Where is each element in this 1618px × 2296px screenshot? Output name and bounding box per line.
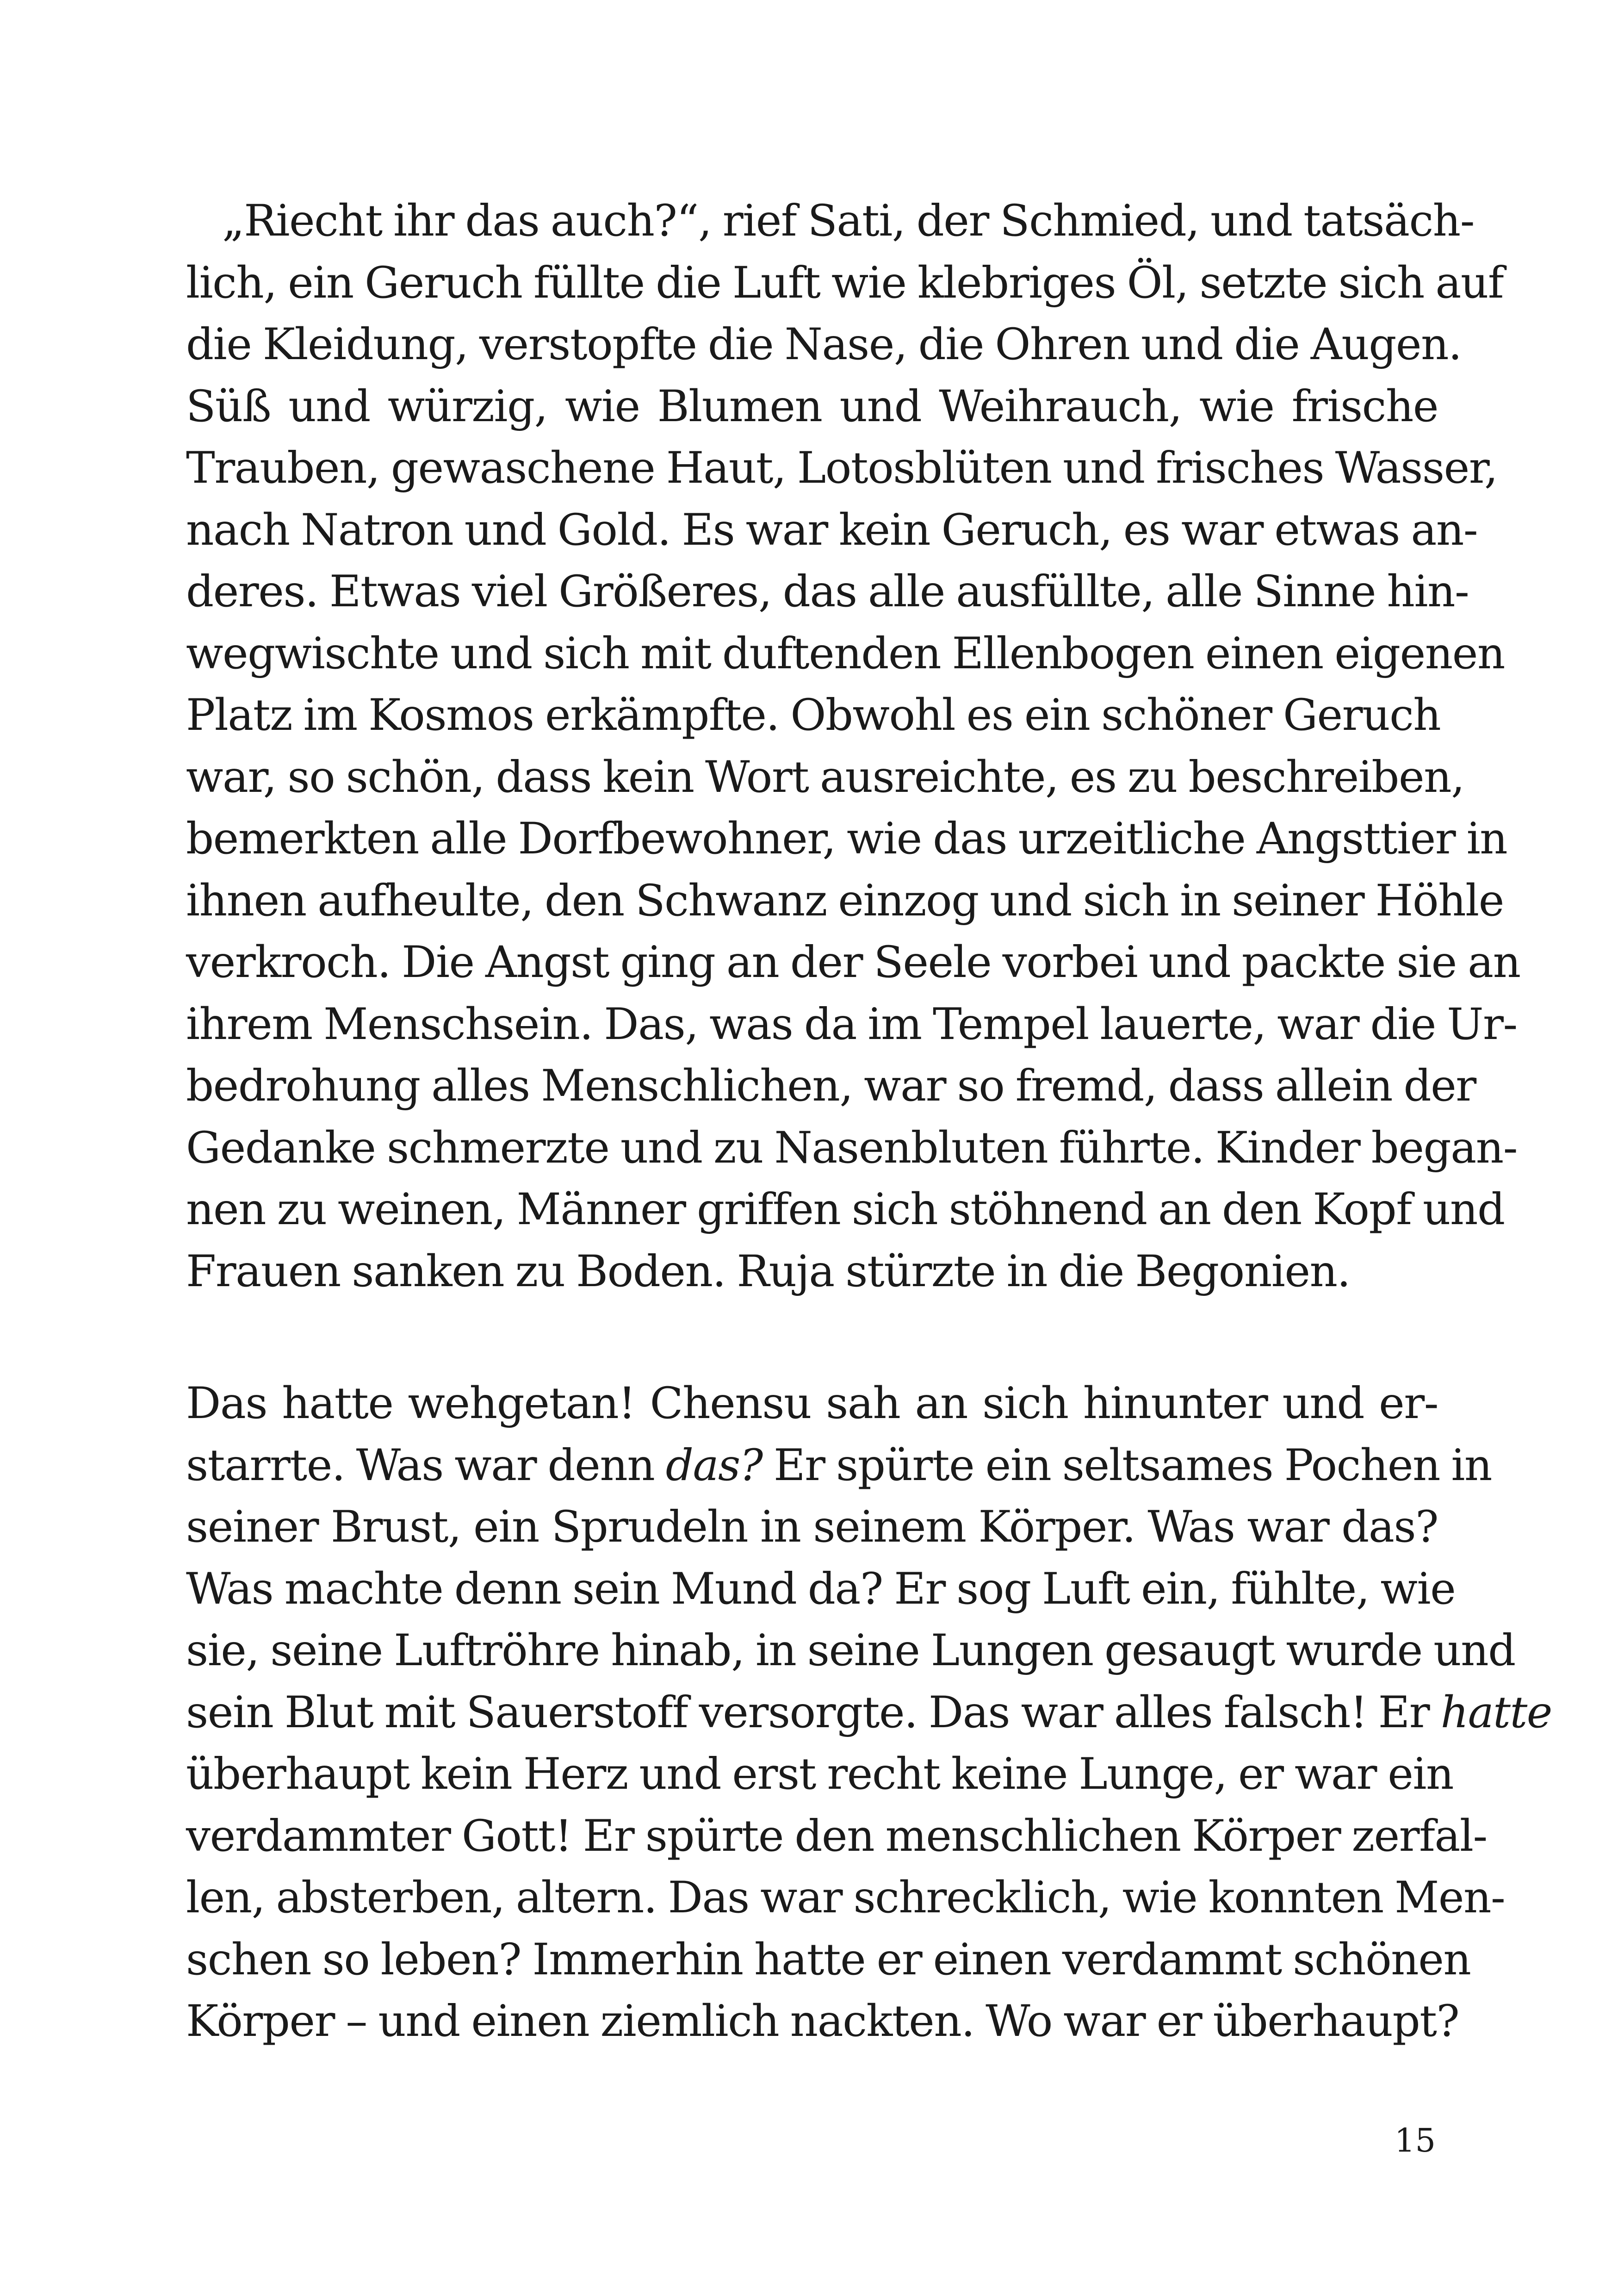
- text-line: die Kleidung, verstopfte die Nase, die Ohren und die Augen.: [186, 319, 1462, 370]
- text-line: len, absterben, altern. Das war schrecklich, wie konnten Men-: [186, 1873, 1505, 1923]
- page-number: 15: [1394, 2122, 1436, 2159]
- text-line: ihnen aufheulte, den Schwanz einzog und sich in seiner Höhle: [186, 875, 1504, 926]
- text-segment: Er spürte ein seltsames Pochen in: [762, 1440, 1492, 1491]
- text-line: ihrem Menschsein. Das, was da im Tempel lauerte, war die Ur-: [186, 999, 1517, 1050]
- text-line: Platz im Kosmos erkämpfte. Obwohl es ein schöner Geruch: [186, 690, 1441, 740]
- text-line: verdammter Gott! Er spürte den menschlichen Körper zerfal-: [186, 1811, 1487, 1861]
- text-line: Was machte denn sein Mund da? Er sog Luft ein, fühlte, wie: [186, 1563, 1456, 1614]
- text-line: [186, 1435, 1492, 1497]
- italic-word: das?: [665, 1440, 763, 1491]
- text-segment: sein Blut mit Sauerstoff versorgte. Das war alles falsch! Er: [186, 1687, 1441, 1738]
- italic-word: hatte: [1440, 1687, 1552, 1738]
- text-line: schen so leben? Immerhin hatte er einen verdammt schönen: [186, 1934, 1471, 1985]
- text-line: bemerkten alle Dorfbewohner, wie das urzeitliche Angsttier in: [186, 814, 1507, 864]
- text-line: sie, seine Luftröhre hinab, in seine Lungen gesaugt wurde und: [186, 1625, 1515, 1676]
- text-line: nen zu weinen, Männer griffen sich stöhnend an den Kopf und: [186, 1184, 1505, 1235]
- text-line: nach Natron und Gold. Es war kein Geruch, es war etwas an-: [186, 504, 1478, 555]
- text-line: wegwischte und sich mit duftenden Ellenbogen einen eigenen: [186, 628, 1505, 679]
- text-line: lich, ein Geruch füllte die Luft wie klebriges Öl, setzte sich auf: [186, 257, 1504, 308]
- text-line: überhaupt kein Herz und erst recht keine Lunge, er war ein: [186, 1749, 1453, 1799]
- paragraph-2: [186, 1373, 1552, 2053]
- text-line: deres. Etwas viel Größeres, das alle ausfüllte, alle Sinne hin-: [186, 566, 1469, 617]
- text-line: verkroch. Die Angst ging an der Seele vorbei und packte sie an: [186, 937, 1520, 988]
- text-line: Frauen sanken zu Boden. Ruja stürzte in die Begonien.: [186, 1246, 1350, 1297]
- paragraph-1: [186, 190, 1520, 1302]
- text-line: „Riecht ihr das auch?“, rief Sati, der Schmied, und tatsäch-: [222, 196, 1474, 246]
- text-line: Süß und würzig, wie Blumen und Weihrauch, wie frische: [186, 381, 1438, 432]
- text-line: Gedanke schmerzte und zu Nasenbluten führte. Kinder began-: [186, 1122, 1517, 1173]
- text-line: bedrohung alles Menschlichen, war so fremd, dass allein der: [186, 1061, 1476, 1111]
- text-segment: starrte. Was war denn: [186, 1440, 666, 1491]
- text-line: Körper – und einen ziemlich nackten. Wo war er überhaupt?: [186, 1996, 1459, 2047]
- text-line: [186, 1682, 1552, 1744]
- text-line: war, so schön, dass kein Wort ausreichte, es zu beschreiben,: [186, 752, 1464, 803]
- text-line: Das hatte wehgetan! Chensu sah an sich hinunter und er-: [186, 1378, 1438, 1429]
- text-line: Trauben, gewaschene Haut, Lotosblüten und frisches Wasser,: [186, 443, 1498, 493]
- text-line: seiner Brust, ein Sprudeln in seinem Körper. Was war das?: [186, 1502, 1438, 1552]
